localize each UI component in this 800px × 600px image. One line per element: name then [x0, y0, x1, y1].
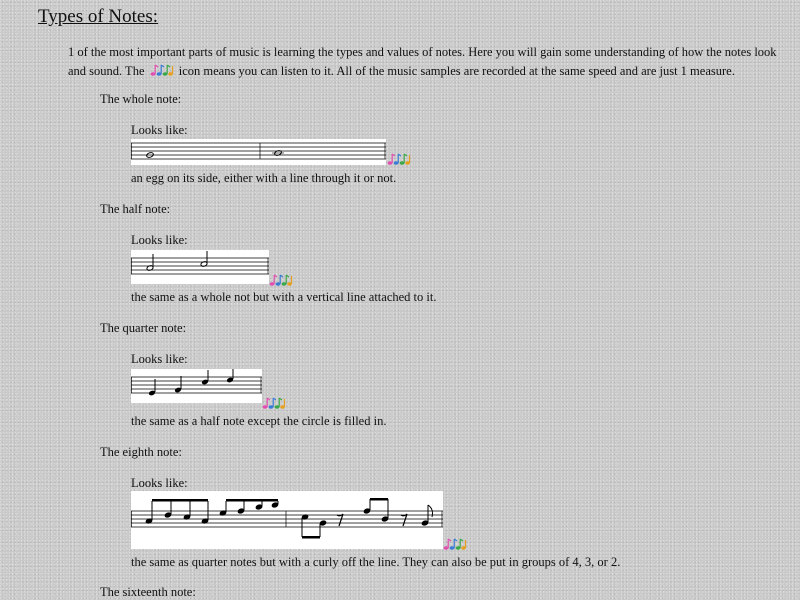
looks-like-label: Looks like:: [131, 233, 188, 247]
section-title-half-note: The half note:: [100, 202, 171, 216]
listen-whole-note-icon[interactable]: [387, 152, 411, 171]
intro-text-2: icon means you can listen to it. All of the music samples are recorded at the same speed and are just 1 measure.: [175, 64, 735, 78]
looks-like-label: Looks like:: [131, 476, 188, 490]
eighth-note-description: the same as quarter notes but with a curly off the line. They can also be put in groups of 4, 3, or 2.: [131, 555, 621, 569]
section-title-eighth-note: The eighth note:: [100, 445, 182, 459]
quarter-note-staff: [131, 369, 262, 403]
eighth-note-staff: [131, 491, 443, 549]
page-title: Types of Notes:: [38, 6, 159, 27]
whole-note-description: an egg on its side, either with a line through it or not.: [131, 171, 397, 185]
listen-eighth-note-icon[interactable]: [443, 537, 467, 556]
intro-text-1: 1 of the most important parts of music is learning the types and values of notes. Here you will gain some understanding of how the notes look and sound. The: [68, 45, 777, 78]
music-notes-icon: [150, 63, 174, 83]
whole-note-staff: [131, 139, 386, 165]
quarter-note-description: the same as a half note except the circle is filled in.: [131, 414, 387, 428]
looks-like-label: Looks like:: [131, 123, 188, 137]
looks-like-label: Looks like:: [131, 352, 188, 366]
listen-quarter-note-icon[interactable]: [262, 396, 286, 415]
half-note-staff: [131, 250, 269, 284]
intro-paragraph: [68, 43, 790, 83]
half-note-description: the same as a whole not but with a vertical line attached to it.: [131, 290, 437, 304]
section-title-quarter-note: The quarter note:: [100, 321, 187, 335]
section-title-whole-note: The whole note:: [100, 92, 182, 106]
section-title-sixteenth-note: The sixteenth note:: [100, 585, 196, 599]
